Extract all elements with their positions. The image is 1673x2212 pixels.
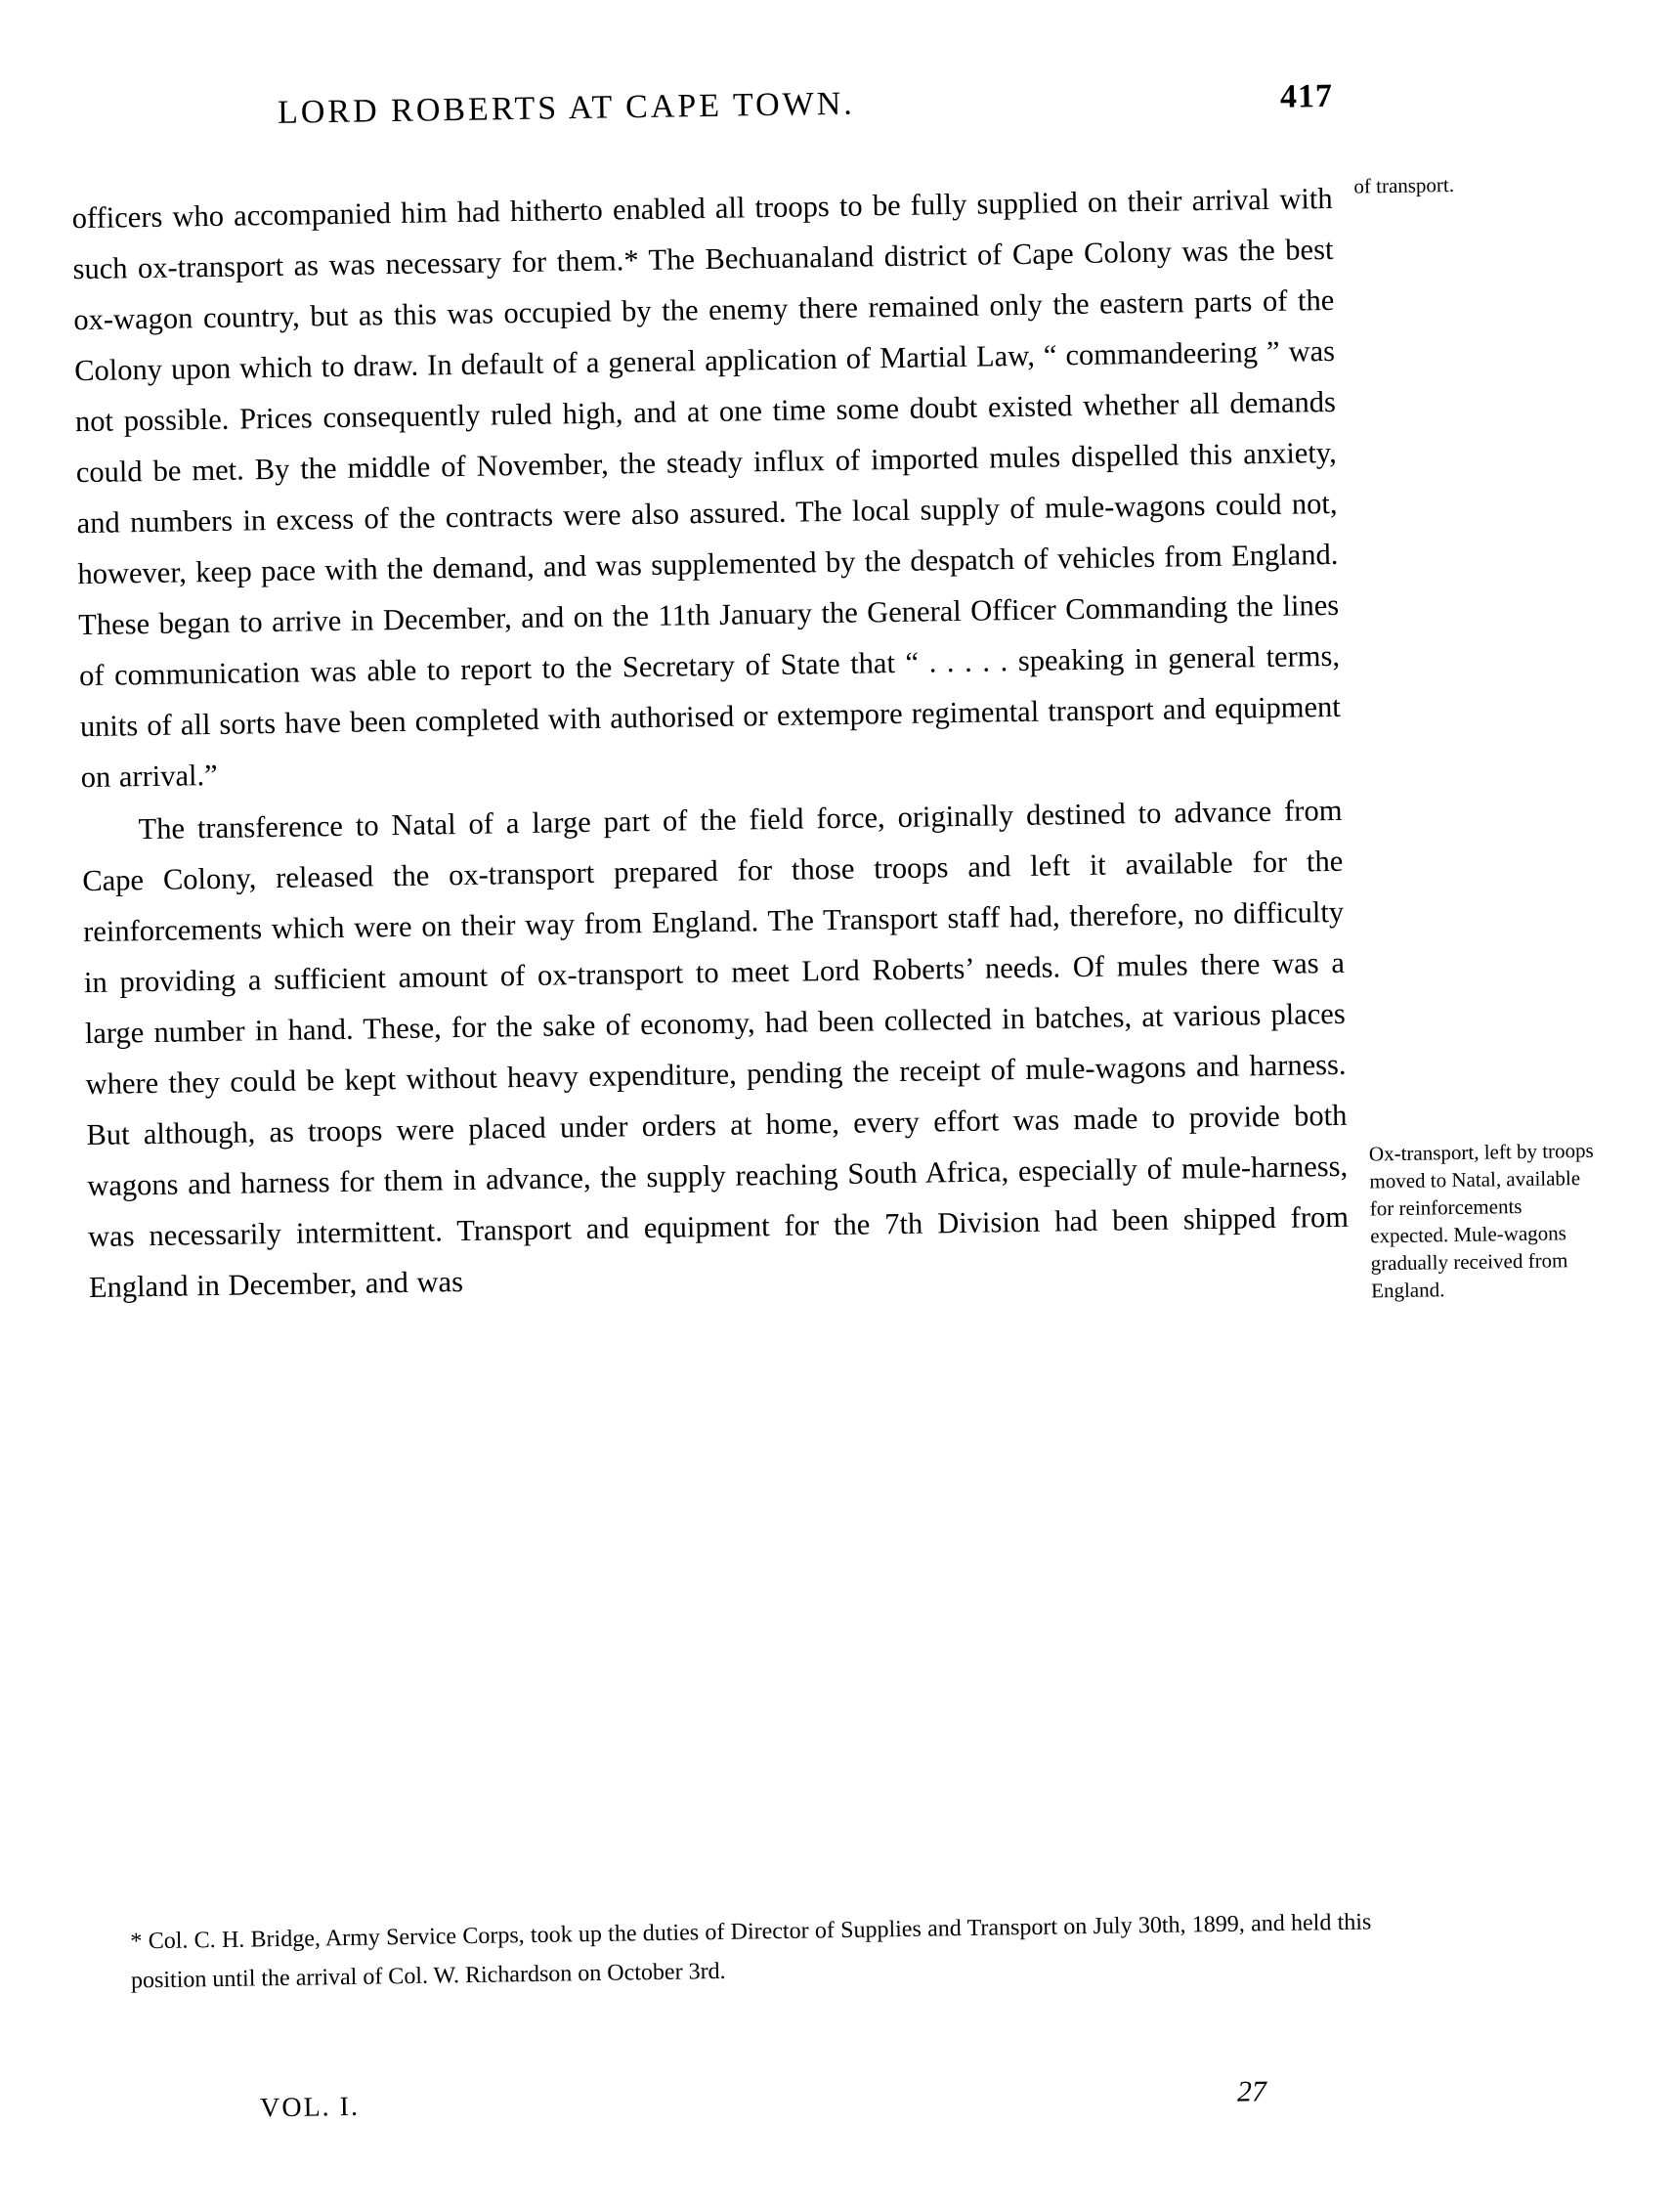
footnote (130, 1903, 1372, 2001)
paragraph-1: officers who accompanied him had hitherto enabled all troops to be fully supplied on their arrival with such ox-transport as was necessary for them.* The Bechuanaland district of Cape Colony was the best ox-wagon country, but as this was occupied by the enemy there remained only the eastern parts of the Colony upon which to draw. In default of a general application of Martial Law, “ commandeering ” was not possible. Prices consequently ruled high, and at one time some doubt existed whether all demands could be met. By the middle of November, the steady influx of imported mules dispelled this anxiety, and numbers in excess of the contracts were also assured. The local supply of mule-wagons could not, however, keep pace with the demand, and was supplemented by the despatch of vehicles from England. These began to arrive in December, and on the 11th January the General Officer Commanding the lines of communication was able to report to the Secretary of State that “ . . . . . speaking in general terms, units of all sorts have been completed with authorised or extempore regimental transport and equipment on arrival.” (71, 181, 1342, 795)
page-number: 417 (1279, 77, 1334, 115)
running-head-title: LORD ROBERTS AT CAPE TOWN. (277, 85, 856, 131)
margin-note-transport: of transport. (1353, 172, 1455, 198)
paragraph-2: The transference to Natal of a large part of the field force, originally destined to advance from Cape Colony, released the ox-transport prepared for those troops and left it available for the reinforcements which were on their way from England. The Transport staff had, therefore, no difficulty in providing a sufficient amount of ox-transport to meet Lord Roberts’ needs. Of mules there was a large number in hand. These, for the sake of economy, had been collected in batches, at various places where they could be kept without heavy expenditure, pending the receipt of mule-wagons and harness. But although, as troops were placed under orders at home, every effort was made to provide both wagons and harness for them in advance, the supply reaching South Africa, especially of mule-harness, was necessarily intermittent. Transport and equipment for the 7th Division had been shipped from England in December, and was (82, 793, 1350, 1305)
signature-mark: 27 (1236, 2075, 1267, 2108)
footnote-text: * Col. C. H. Bridge, Army Service Corps, took up the duties of Director of Supplies and Transport on July 30th, 1899, and held this position until the arrival of Col. W. Richardson on October 3rd. (130, 1909, 1372, 1994)
volume-label: VOL. I. (259, 2091, 361, 2124)
page-footer (260, 2075, 1266, 2124)
margin-note-ox-transport: Ox-transport, left by troops moved to Natal, available for reinforcements expected. Mule-wagons gradually received from England. (1368, 1138, 1594, 1303)
page-header (278, 78, 1333, 132)
body-text-column (71, 173, 1350, 1313)
